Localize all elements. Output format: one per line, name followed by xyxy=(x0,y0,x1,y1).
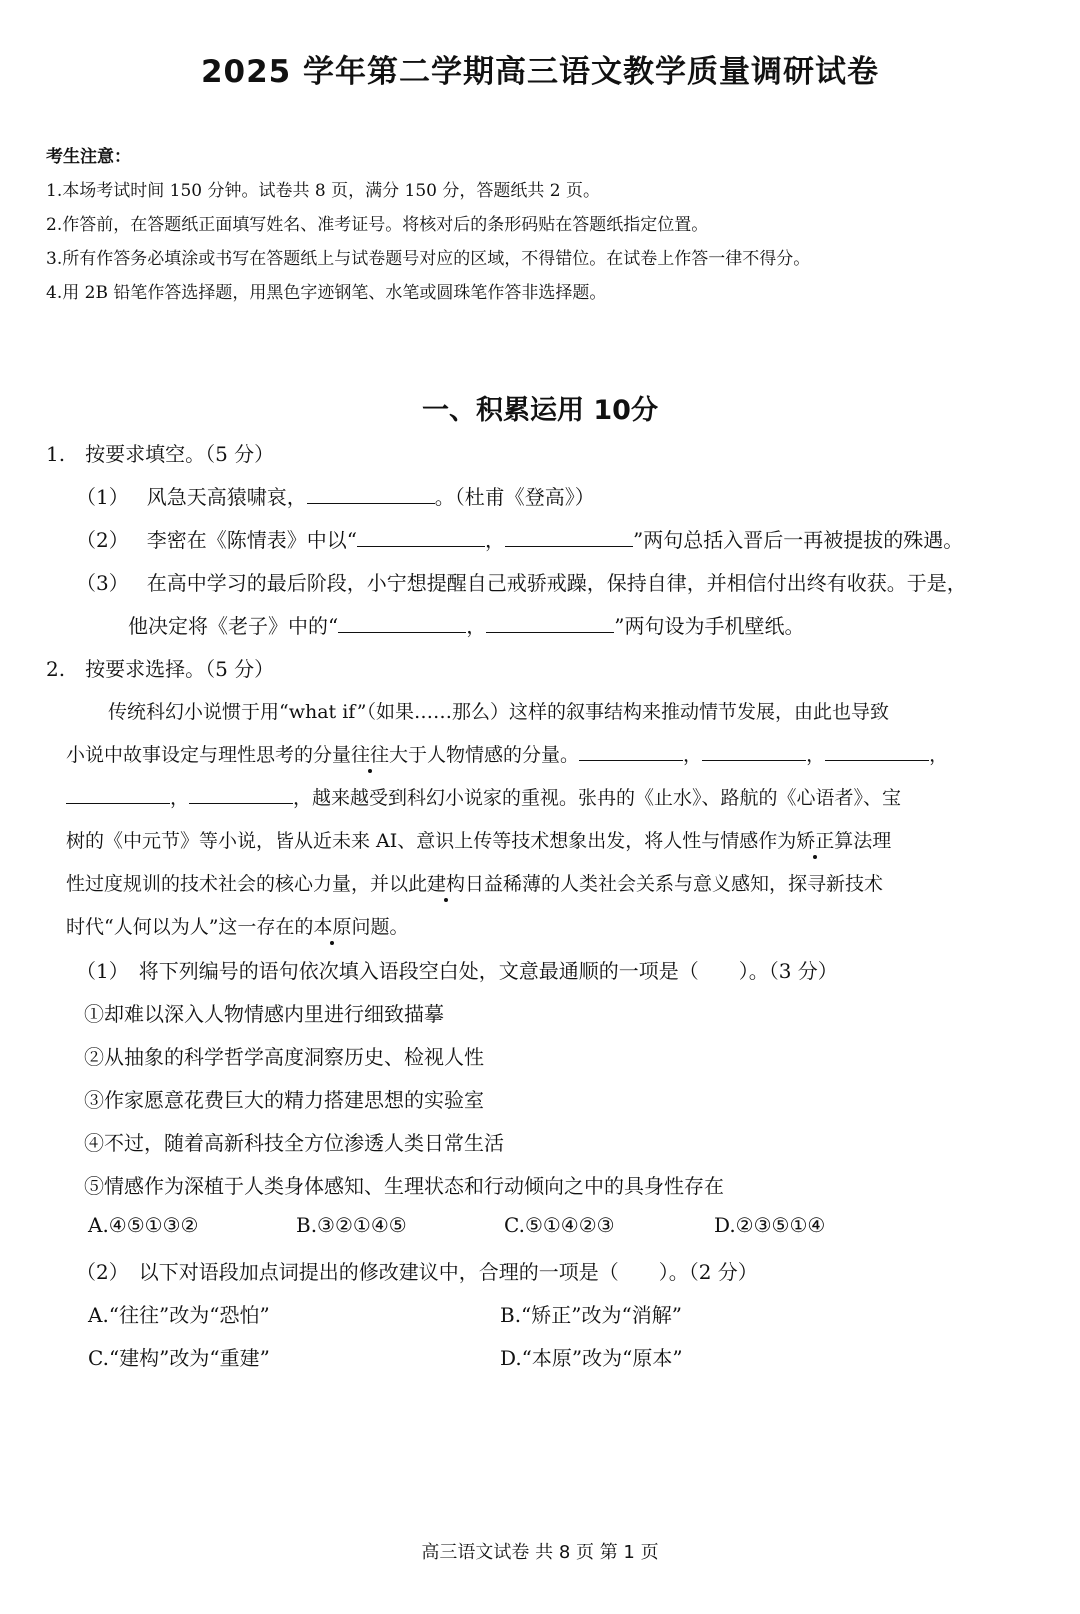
sub-number: （1） xyxy=(76,485,129,509)
answer-blank xyxy=(579,742,683,761)
choice-a[interactable]: A.④⑤①③② xyxy=(88,1213,199,1237)
choice-d[interactable]: D.“本原”改为“原本” xyxy=(500,1346,683,1370)
sub-text: ”两句总括入晋后一再被提拔的殊遇。 xyxy=(632,528,964,552)
comma: ， xyxy=(466,614,487,638)
passage-line xyxy=(66,912,408,939)
sentence-option: ②从抽象的科学哲学高度洞察历史、检视人性 xyxy=(84,1045,484,1069)
page-footer: 高三语文试卷 共 8 页 第 1 页 xyxy=(421,1542,659,1563)
sentence-option: ①却难以深入人物情感内里进行细致描摹 xyxy=(84,1002,444,1026)
comma: ， xyxy=(929,744,949,766)
comma: ， xyxy=(170,787,190,809)
dotted-word: 往往 xyxy=(351,744,390,766)
sub-number: （2） xyxy=(76,528,129,552)
comma: ， xyxy=(683,744,703,766)
notice-item: 3.所有作答务必填涂或书写在答题纸上与试卷题号对应的区域，不得错位。在试卷上作答一律不得分。 xyxy=(46,249,811,269)
passage-line xyxy=(66,783,901,810)
passage-text: 大于人物情感的分量。 xyxy=(389,744,580,766)
q1-sub1 xyxy=(76,481,595,510)
q1-sub2 xyxy=(76,524,963,553)
sentence-option: ④不过，随着高新科技全方位渗透人类日常生活 xyxy=(84,1131,504,1155)
section-heading: 一、积累运用 10分 xyxy=(422,395,658,426)
choice-c[interactable]: C.“建构”改为“重建” xyxy=(88,1346,270,1370)
q1-sub3-cont xyxy=(128,610,804,639)
notice-item: 1.本场考试时间 150 分钟。试卷共 8 页，满分 150 分，答题纸共 2 页。 xyxy=(46,181,600,201)
sub-text: ”两句设为手机壁纸。 xyxy=(614,614,805,638)
sub-number: （3） xyxy=(76,571,129,595)
dotted-word: 矫正 xyxy=(796,830,835,852)
sentence-option: ③作家愿意花费巨大的精力搭建思想的实验室 xyxy=(84,1088,484,1112)
choice-d[interactable]: D.②③⑤①④ xyxy=(714,1213,826,1237)
answer-blank xyxy=(505,528,633,547)
answer-blank xyxy=(702,742,806,761)
passage-line xyxy=(66,869,883,896)
choice-b[interactable]: B.③②①④⑤ xyxy=(296,1213,407,1237)
answer-blank xyxy=(357,528,485,547)
q1-sub3 xyxy=(76,567,967,596)
passage-line xyxy=(66,826,891,853)
passage-text: 时代“人何以为人”这一存在的 xyxy=(66,916,314,938)
sub-text: 风急天高猿啸哀， xyxy=(146,485,307,509)
q2-sub1: （1） 将下列编号的语句依次填入语段空白处，文意最通顺的一项是（ ）。（3 分） xyxy=(76,959,838,983)
dotted-word: 建构 xyxy=(427,873,466,895)
comma: ， xyxy=(484,528,505,552)
answer-blank xyxy=(66,785,170,804)
passage-text: 算法理 xyxy=(834,830,892,852)
choice-a[interactable]: A.“往往”改为“恐怕” xyxy=(88,1303,270,1327)
exam-title: 2025 学年第二学期高三语文教学质量调研试卷 xyxy=(200,54,880,90)
dotted-word: 本原 xyxy=(313,916,352,938)
choice-c[interactable]: C.⑤①④②③ xyxy=(504,1213,615,1237)
sub-text: 他决定将《老子》中的“ xyxy=(128,614,339,638)
choice-b[interactable]: B.“矫正”改为“消解” xyxy=(500,1303,682,1327)
sub-text: 。（杜甫《登高》） xyxy=(434,485,595,509)
q1-heading: 1. 按要求填空。（5 分） xyxy=(46,442,275,466)
q2-sub2: （2） 以下对语段加点词提出的修改建议中，合理的一项是（ ）。（2 分） xyxy=(76,1260,758,1284)
sentence-option: ⑤情感作为深植于人类身体感知、生理状态和行动倾向之中的具身性存在 xyxy=(84,1174,724,1198)
answer-blank xyxy=(825,742,929,761)
sub-text: 李密在《陈情表》中以“ xyxy=(146,528,357,552)
passage-text: 性过度规训的技术社会的核心力量，并以此 xyxy=(66,873,428,895)
comma: ， xyxy=(806,744,826,766)
q2-heading: 2. 按要求选择。（5 分） xyxy=(46,657,275,681)
passage-text: 日益稀薄的人类社会关系与意义感知，探寻新技术 xyxy=(465,873,884,895)
passage-text: ，越来越受到科幻小说家的重视。张冉的《止水》、路航的《心语者》、宝 xyxy=(293,787,902,809)
notice-item: 4.用 2B 铅笔作答选择题，用黑色字迹钢笔、水笔或圆珠笔作答非选择题。 xyxy=(46,283,607,303)
passage-line xyxy=(66,740,948,767)
answer-blank xyxy=(307,485,435,504)
answer-blank xyxy=(486,614,614,633)
passage-text: 树的《中元节》等小说，皆从近未来 AI、意识上传等技术想象出发，将人性与情感作为 xyxy=(66,830,797,852)
answer-blank xyxy=(338,614,466,633)
notice-heading: 考生注意： xyxy=(46,147,131,167)
passage-text: 问题。 xyxy=(351,916,409,938)
passage-text: 小说中故事设定与理性思考的分量 xyxy=(66,744,352,766)
sub-text: 在高中学习的最后阶段，小宁想提醒自己戒骄戒躁，保持自律，并相信付出终有收获。于是， xyxy=(146,571,967,595)
passage-line: 传统科幻小说惯于用“what if”（如果……那么）这样的叙事结构来推动情节发展，由此也导致 xyxy=(108,701,889,723)
notice-block xyxy=(46,140,810,310)
notice-item: 2.作答前，在答题纸正面填写姓名、准考证号。将核对后的条形码贴在答题纸指定位置。 xyxy=(46,215,709,235)
answer-blank xyxy=(189,785,293,804)
